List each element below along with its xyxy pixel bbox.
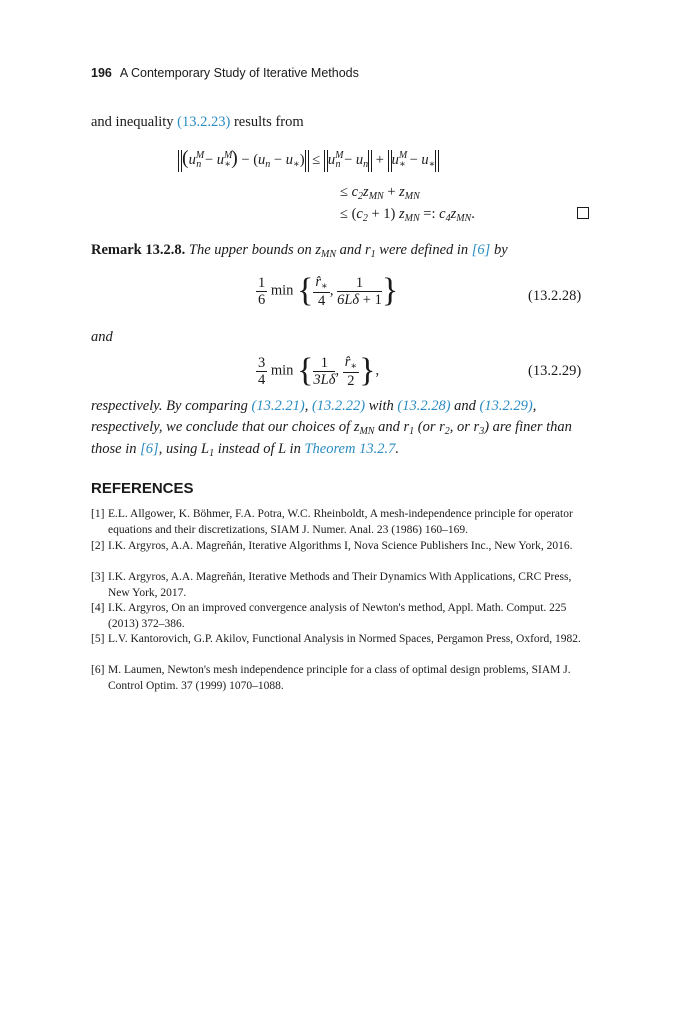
equation-ref-13-2-28[interactable]: (13.2.28) [397,398,451,414]
equation-ref-13-2-22[interactable]: (13.2.22) [311,398,366,414]
theorem-ref-13-2-7[interactable]: Theorem 13.2.7 [304,441,396,457]
citation-6-b[interactable]: [6] [140,441,159,457]
qed-box [577,207,589,219]
running-title: A Contemporary Study of Iterative Methods [119,66,359,80]
running-header [91,66,359,80]
conclusion-paragraph: respectively. By comparing (13.2.21), (13.2.22) with (13.2.28) and (13.2.29), respectively, we conclude that our choices of $z_{MN}$ and $r_1$ (or $r_2$, or $r_3$) are finer than those in [6], using $L_1$ instead of L in Theorem 13.2.7. [91,398,572,459]
reference-item: [4] I.K. Argyros, On an improved convergence analysis of Newton's method, Appl. Math. Comput. 225 (2013) 372–386. [91,602,567,630]
reference-item: [2] I.K. Argyros, A.A. Magreñán, Iterative Algorithms I, Nova Science Publishers Inc., New York, 2016. [91,540,573,552]
inequality-line-1: $(u^M_n - u^M_∗) - (u_n - u_∗) \le u^M_n - u_n + u^M_∗ - u_∗$ [178,147,439,172]
citation-6[interactable]: [6] [471,242,491,258]
and-word: and [91,329,113,345]
equation-13-2-28: $\frac{1}{6}$ min { $\frac{r̂_∗}{4}$ , $\frac{1}{6L\delta + 1}$ } [258,272,399,309]
intro-line: and inequality (13.2.23) results from [91,114,304,130]
inequality-line-2: ≤ $c_2z_{MN} + z_{MN}$ [340,184,420,202]
page-number: 196 [91,66,112,80]
equation-13-2-29: $\frac{3}{4}$ min { $\frac{1}{3L\delta}$ , $\frac{r̂_∗}{2}$ }, [258,352,380,389]
reference-item: [1] E.L. Allgower, K. Böhmer, F.A. Potra, W.C. Rheinboldt, A mesh-independence principle for operator equations and their discretizations, SIAM J. Numer. Anal. 23 (1986) 160–169. [91,508,573,536]
equation-number-13-2-28: (13.2.28) [528,288,582,304]
equation-ref-13-2-21[interactable]: (13.2.21) [251,398,305,414]
equation-ref-13-2-23[interactable]: (13.2.23) [177,114,231,130]
references-heading: REFERENCES [91,480,194,497]
reference-item: [6] M. Laumen, Newton's mesh independence principle for a class of optimal design problems, SIAM J. Control Optim. 37 (1999) 1070–1088. [91,664,571,692]
remark-label: Remark 13.2.8. [91,242,186,258]
reference-item: [5] L.V. Kantorovich, G.P. Akilov, Functional Analysis in Normed Spaces, Pergamon Press, Oxford, 1982. [91,633,581,645]
equation-ref-13-2-29[interactable]: (13.2.29) [479,398,533,414]
reference-item: [3] I.K. Argyros, A.A. Magreñán, Iterative Methods and Their Dynamics With Applications, CRC Press, New York, 2017. [91,571,572,599]
remark-13-2-8: Remark 13.2.8. The upper bounds on $z_{MN}$ and $r_1$ were defined in [6] by [91,242,508,260]
equation-number-13-2-29: (13.2.29) [528,363,582,379]
inequality-line-3: ≤ $(c_2 + 1)$ $z_{MN}$ =: $c_4z_{MN}$. [340,206,475,224]
